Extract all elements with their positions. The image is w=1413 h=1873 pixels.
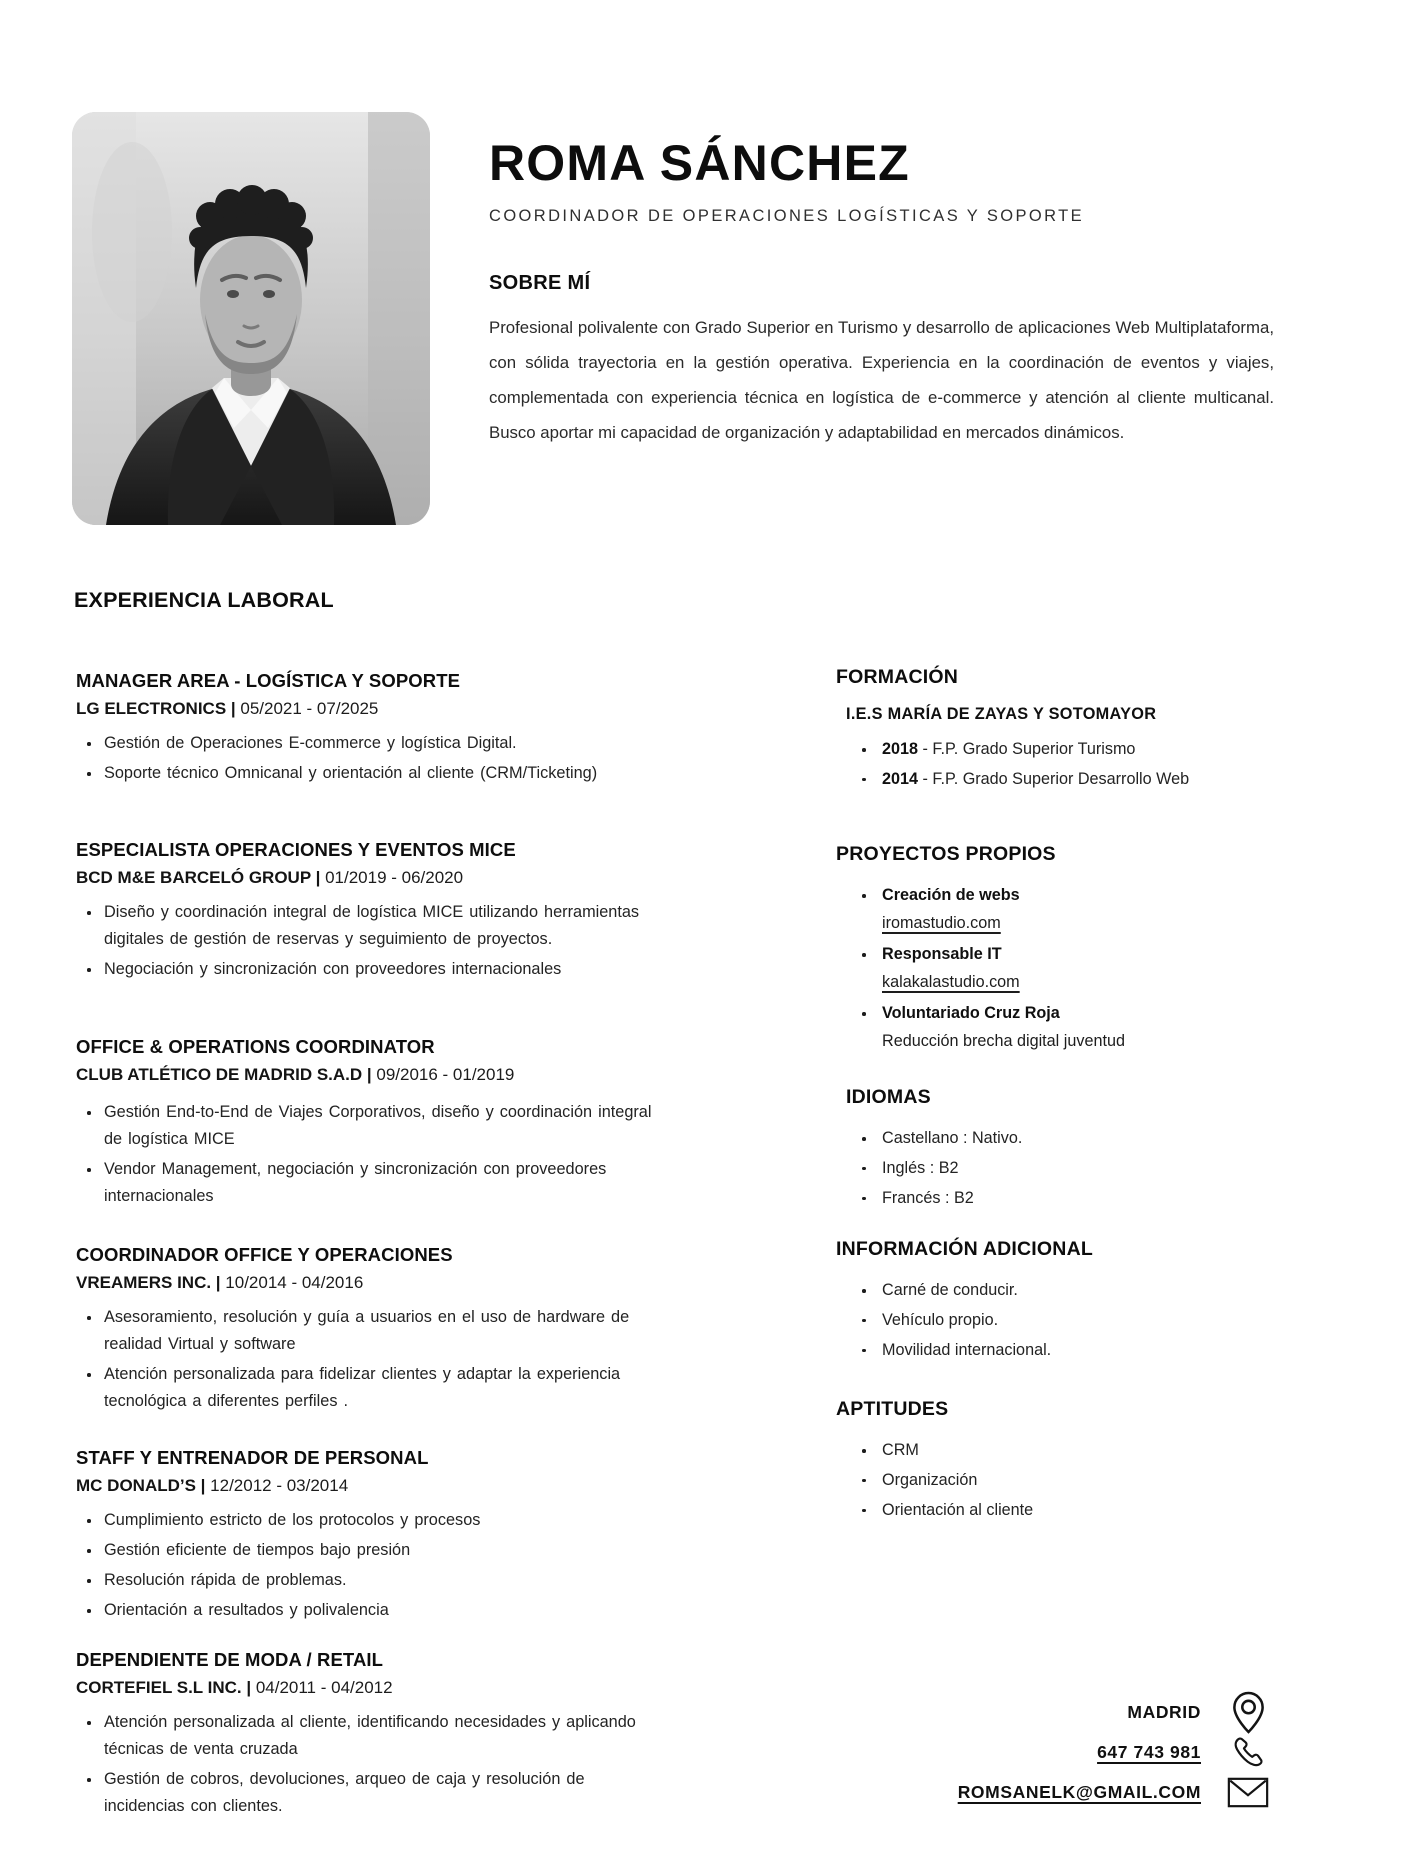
education-item: 2018 - F.P. Grado Superior Turismo xyxy=(836,736,1281,764)
formacion-list xyxy=(836,736,1281,794)
job-title: DEPENDIENTE DE MODA / RETAIL xyxy=(76,1649,384,1670)
job-bullet: Gestión de Operaciones E-commerce y logística Digital. xyxy=(76,730,671,757)
email-icon xyxy=(1225,1777,1271,1808)
job-entry xyxy=(76,839,671,986)
job-bullet: Gestión End-to-End de Viajes Corporativos, diseño y coordinación integral de logística MICE xyxy=(76,1099,671,1153)
proyectos-list xyxy=(836,882,1281,1055)
job-title: MANAGER AREA - LOGÍSTICA Y SOPORTE xyxy=(76,670,461,691)
job-company-line xyxy=(76,1065,671,1085)
idiomas-list xyxy=(836,1125,1291,1213)
location-label: MADRID xyxy=(1127,1701,1201,1722)
profile-photo xyxy=(72,112,430,525)
separator: | xyxy=(362,1065,377,1084)
language-item: Francés : B2 xyxy=(836,1185,1291,1213)
job-bullet: Asesoramiento, resolución y guía a usuarios en el uso de hardware de realidad Virtual y software xyxy=(76,1304,671,1358)
language-item: Castellano : Nativo. xyxy=(836,1125,1291,1153)
project-link[interactable]: kalakalastudio.com xyxy=(882,972,1020,991)
additional-info-item: Movilidad internacional. xyxy=(836,1337,1281,1365)
job-bullet: Gestión de cobros, devoluciones, arqueo de caja y resolución de incidencias con clientes. xyxy=(76,1766,671,1820)
job-bullets xyxy=(76,730,671,787)
company-name: LG ELECTRONICS xyxy=(76,699,227,718)
project-title: Voluntariado Cruz Roja xyxy=(882,1004,1060,1023)
job-title: STAFF Y ENTRENADOR DE PERSONAL xyxy=(76,1447,429,1468)
email-link[interactable]: ROMSANELK@GMAIL.COM xyxy=(957,1781,1201,1802)
project-item xyxy=(836,941,1281,996)
portrait-illustration xyxy=(72,112,430,525)
job-title: ESPECIALISTA OPERACIONES Y EVENTOS MICE xyxy=(76,839,516,860)
job-bullets xyxy=(76,899,671,983)
about-heading: SOBRE MÍ xyxy=(489,272,591,294)
company-name: BCD M&E BARCELÓ GROUP xyxy=(76,868,311,887)
skill-item: CRM xyxy=(836,1437,1281,1465)
proyectos-heading: PROYECTOS PROPIOS xyxy=(836,843,1056,865)
contact-block xyxy=(958,1692,1271,1812)
education-year: 2014 xyxy=(882,769,919,788)
job-dates: 12/2012 - 03/2014 xyxy=(210,1476,349,1495)
person-title: COORDINADOR DE OPERACIONES LOGÍSTICAS Y SOPORTE xyxy=(489,207,1085,225)
informacion-adicional-list xyxy=(836,1277,1281,1365)
location-pin-icon xyxy=(1225,1690,1271,1735)
project-title: Responsable IT xyxy=(882,945,1002,964)
job-bullets xyxy=(76,1099,671,1210)
job-company-line xyxy=(76,1476,671,1496)
informacion-adicional-heading: INFORMACIÓN ADICIONAL xyxy=(836,1238,1093,1260)
about-text: Profesional polivalente con Grado Superior en Turismo y desarrollo de aplicaciones Web Multiplataforma, con sólida trayectoria en la gestión operativa. Experiencia en la coordinación de eventos y viajes, complementada con experiencia técnica en logística de e-commerce y atención al cliente multicanal. Busco aportar mi capacidad de organización y adaptabilidad en mercados dinámicos. xyxy=(489,318,1274,442)
language-item: Inglés : B2 xyxy=(836,1155,1291,1183)
job-bullets xyxy=(76,1507,671,1624)
job-bullet: Atención personalizada al cliente, identificando necesidades y aplicando técnicas de venta cruzada xyxy=(76,1709,671,1763)
education-degree: F.P. Grado Superior Desarrollo Web xyxy=(932,769,1190,788)
phone-link[interactable]: 647 743 981 xyxy=(1097,1741,1201,1762)
job-dates: 01/2019 - 06/2020 xyxy=(325,868,464,887)
separator: | xyxy=(226,699,241,718)
job-entry xyxy=(76,1447,671,1627)
company-name: MC DONALD’S xyxy=(76,1476,196,1495)
company-name: CLUB ATLÉTICO DE MADRID S.A.D xyxy=(76,1065,363,1084)
separator: | xyxy=(241,1678,256,1697)
job-company-line xyxy=(76,1273,671,1293)
project-detail: Reducción brecha digital juventud xyxy=(882,1031,1125,1050)
job-entry xyxy=(76,1649,671,1823)
job-company-line xyxy=(76,868,671,888)
phone-icon xyxy=(1225,1735,1271,1770)
project-item xyxy=(836,1000,1281,1055)
job-company-line xyxy=(76,1678,671,1698)
job-dates: 09/2016 - 01/2019 xyxy=(376,1065,515,1084)
section-informacion-adicional xyxy=(836,1238,1281,1367)
header xyxy=(489,136,1274,451)
job-bullet: Cumplimiento estricto de los protocolos y procesos xyxy=(76,1507,671,1534)
formacion-heading: FORMACIÓN xyxy=(836,666,959,688)
education-item: 2014 - F.P. Grado Superior Desarrollo Web xyxy=(836,766,1281,794)
idiomas-heading: IDIOMAS xyxy=(846,1086,931,1108)
job-dates: 10/2014 - 04/2016 xyxy=(225,1273,364,1292)
job-bullet: Diseño y coordinación integral de logística MICE utilizando herramientas digitales de gestión de reservas y seguimiento de proyectos. xyxy=(76,899,671,953)
section-proyectos xyxy=(836,843,1281,1059)
job-bullets xyxy=(76,1304,671,1415)
project-title: Creación de webs xyxy=(882,886,1020,904)
job-bullet: Resolución rápida de problemas. xyxy=(76,1567,671,1594)
section-formacion xyxy=(836,666,1281,796)
education-degree: F.P. Grado Superior Turismo xyxy=(932,740,1136,758)
school-name: I.E.S MARÍA DE ZAYAS Y SOTOMAYOR xyxy=(846,705,1157,723)
job-entry xyxy=(76,670,671,790)
separator: | xyxy=(211,1273,226,1292)
additional-info-item: Carné de conducir. xyxy=(836,1277,1281,1305)
contact-row xyxy=(958,1732,1271,1772)
job-title: OFFICE & OPERATIONS COORDINATOR xyxy=(76,1036,435,1057)
education-year: 2018 xyxy=(882,740,919,758)
company-name: CORTEFIEL S.L INC. xyxy=(76,1678,242,1697)
job-bullets xyxy=(76,1709,671,1820)
job-bullet: Atención personalizada para fidelizar clientes y adaptar la experiencia tecnológica a diferentes perfiles . xyxy=(76,1361,671,1415)
company-name: VREAMERS INC. xyxy=(76,1273,212,1292)
job-dates: 05/2021 - 07/2025 xyxy=(240,699,379,718)
job-bullet: Orientación a resultados y polivalencia xyxy=(76,1597,671,1624)
project-item xyxy=(836,882,1281,937)
job-title: COORDINADOR OFFICE Y OPERACIONES xyxy=(76,1244,453,1265)
job-bullet: Negociación y sincronización con proveedores internacionales xyxy=(76,956,671,983)
separator: | xyxy=(310,868,326,887)
separator: | xyxy=(195,1476,211,1495)
section-aptitudes xyxy=(836,1398,1281,1527)
contact-row xyxy=(958,1692,1271,1732)
skill-item: Orientación al cliente xyxy=(836,1497,1281,1525)
job-bullet: Gestión eficiente de tiempos bajo presión xyxy=(76,1537,671,1564)
job-dates: 04/2011 - 04/2012 xyxy=(255,1678,393,1697)
job-company-line xyxy=(76,699,671,719)
aptitudes-heading: APTITUDES xyxy=(836,1398,949,1420)
section-idiomas xyxy=(846,1086,1291,1215)
aptitudes-list xyxy=(836,1437,1281,1525)
contact-row xyxy=(958,1772,1271,1812)
job-bullet: Soporte técnico Omnicanal y orientación al cliente (CRM/Ticketing) xyxy=(76,760,671,787)
person-name: ROMA SÁNCHEZ xyxy=(489,135,910,191)
skill-item: Organización xyxy=(836,1467,1281,1495)
job-entry xyxy=(76,1244,671,1418)
job-entry xyxy=(76,1036,671,1213)
project-link[interactable]: iromastudio.com xyxy=(882,913,1001,932)
experience-heading: EXPERIENCIA LABORAL xyxy=(74,588,334,612)
job-bullet: Vendor Management, negociación y sincronización con proveedores internacionales xyxy=(76,1156,671,1210)
additional-info-item: Vehículo propio. xyxy=(836,1307,1281,1335)
